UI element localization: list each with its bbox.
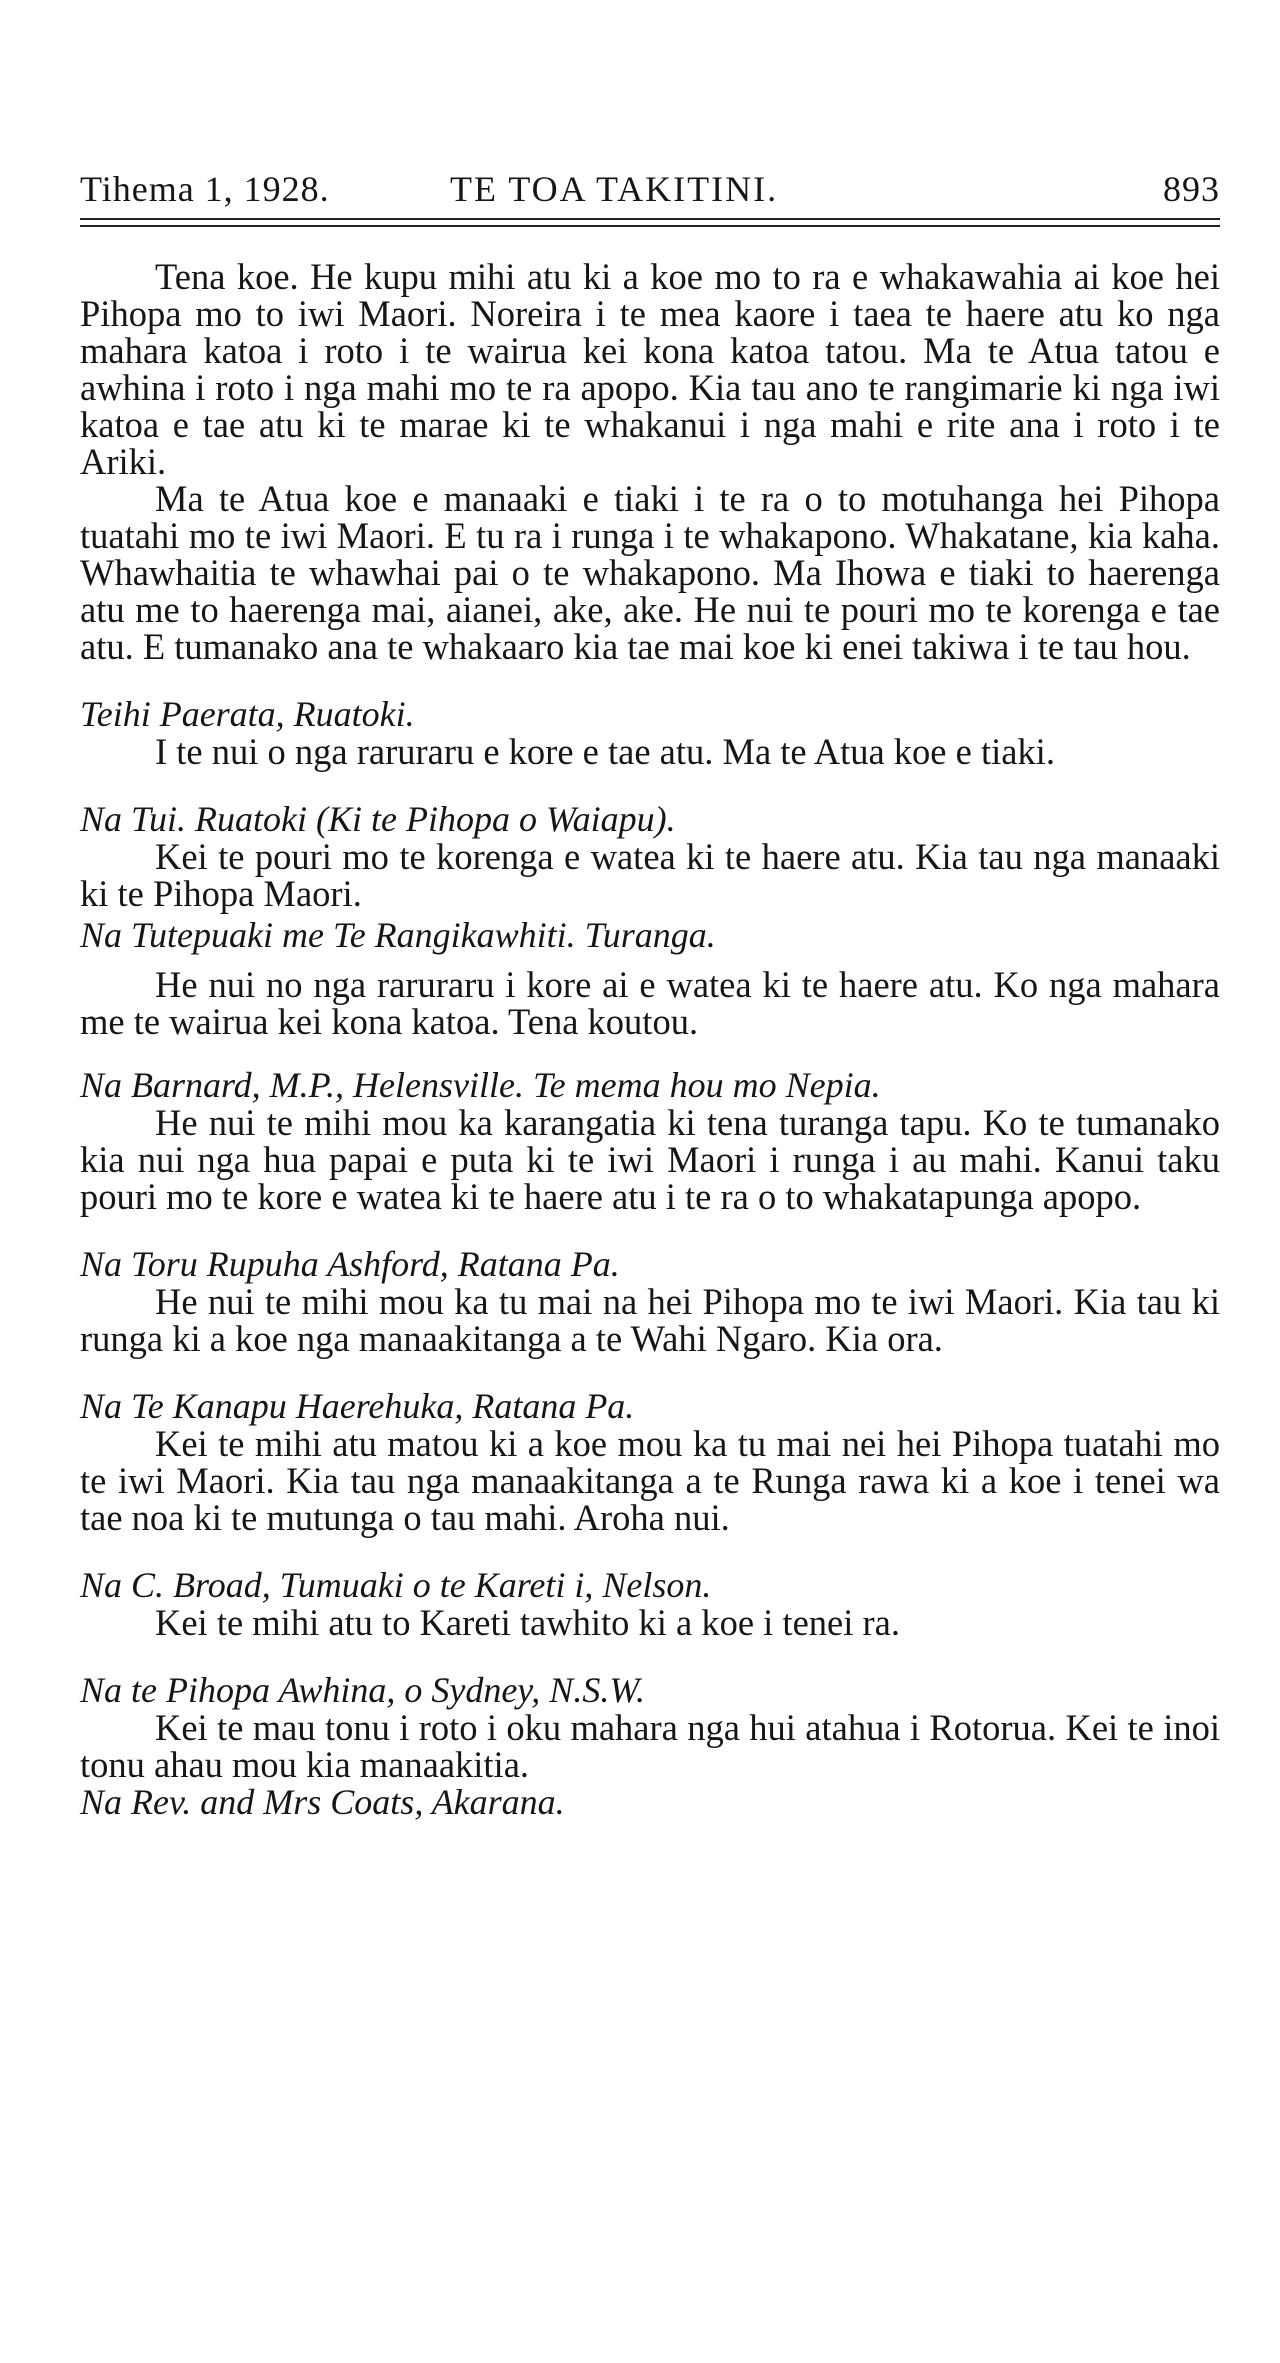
sender-name: Teihi Paerata, Ruatoki. (80, 694, 415, 734)
sender-name: Na C. Broad, Tumuaki o te Kareti i, Nelson. (80, 1565, 712, 1605)
sender-name: Na Te Kanapu Haerehuka, Ratana Pa. (80, 1386, 635, 1426)
body-text (80, 258, 1220, 1821)
message-entry (80, 800, 1220, 912)
page-number: 893 (1163, 169, 1220, 209)
message-entry (80, 1671, 1220, 1783)
message-text: Kei te mau tonu i roto i oku mahara nga hui atahua i Rotorua. Kei te inoi tonu ahau mou kia manaakitia. (80, 1707, 1220, 1785)
message-text: He nui te mihi mou ka karangatia ki tena turanga tapu. Ko te tumanako kia nui nga hua papai e puta ki te iwi Maori i runga i au mahi. Kanui taku pouri mo te kore e watea ki te haere atu i te ra o to whakatapunga apopo. (80, 1102, 1220, 1217)
message-entry (80, 695, 1220, 770)
message-text: Kei te pouri mo te korenga e watea ki te haere atu. Kia tau nga manaaki ki te Pihopa Maori. (80, 836, 1220, 914)
sender-name: Na Tutepuaki me Te Rangikawhiti. Turanga. (80, 915, 716, 955)
sender-name: Na Toru Rupuha Ashford, Ratana Pa. (80, 1244, 620, 1284)
header-title: TE TOA TAKITINI. (450, 169, 779, 209)
message-text: I te nui o nga raruraru e kore e tae atu. Ma te Atua koe e tiaki. (155, 731, 1055, 772)
message-text: He nui no nga raruraru i kore ai e watea ki te haere atu. Ko nga mahara me te wairua kei kona katoa. Tena koutou. (80, 964, 1220, 1042)
message-entry (80, 1245, 1220, 1357)
opening-paragraph-1: Tena koe. He kupu mihi atu ki a koe mo to ra e whakawahia ai koe hei Pihopa mo to iwi Maori. Noreira i te mea kaore i taea te haere atu ko nga mahara katoa i roto i te wairua kei kona katoa tatou. Ma te Atua tatou e awhina i roto i nga mahi mo te ra apopo. Kia tau ano te rangimarie ki nga iwi katoa e tae atu ki te marae ki te whakanui i nga mahi e rite ana i roto i te Ariki. (80, 256, 1220, 482)
message-text: Kei te mihi atu to Kareti tawhito ki a koe i tenei ra. (155, 1602, 900, 1643)
message-entry (80, 1783, 1220, 1821)
opening-paragraph-2: Ma te Atua koe e manaaki e tiaki i te ra o to motuhanga hei Pihopa tuatahi mo te iwi Maori. E tu ra i runga i te whakapono. Whakatane, kia kaha. Whawhaitia te whawhai pai o te whakapono. Ma Ihowa e tiaki to haerenga atu me to haerenga mai, aianei, ake, ake. He nui te pouri mo te korenga e tae atu. E tumanako ana te whakaaro kia tae mai koe ki enei takiwa i te tau hou. (80, 478, 1220, 667)
running-header (80, 168, 1220, 208)
message-entry (80, 1066, 1220, 1215)
message-text: He nui te mihi mou ka tu mai na hei Pihopa mo te iwi Maori. Kia tau ki runga ki a koe nga manaakitanga a te Wahi Ngaro. Kia ora. (80, 1281, 1220, 1359)
sender-name: Na Barnard, M.P., Helensville. Te mema hou mo Nepia. (80, 1065, 881, 1105)
header-rule-bottom (80, 225, 1220, 227)
sender-name: Na Rev. and Mrs Coats, Akarana. (80, 1782, 565, 1822)
message-entry (80, 1566, 1220, 1641)
header-date: Tihema 1, 1928. (80, 169, 330, 209)
sender-name: Na Tui. Ruatoki (Ki te Pihopa o Waiapu). (80, 799, 676, 839)
message-text: Kei te mihi atu matou ki a koe mou ka tu mai nei hei Pihopa tuatahi mo te iwi Maori. Kia tau nga manaakitanga a te Runga rawa ki a koe i tenei wa tae noa ki te mutunga o tau mahi. Aroha nui. (80, 1423, 1220, 1538)
header-rule-top (80, 218, 1220, 220)
sender-name: Na te Pihopa Awhina, o Sydney, N.S.W. (80, 1670, 645, 1710)
message-entry (80, 916, 1220, 1040)
message-entry (80, 1387, 1220, 1536)
